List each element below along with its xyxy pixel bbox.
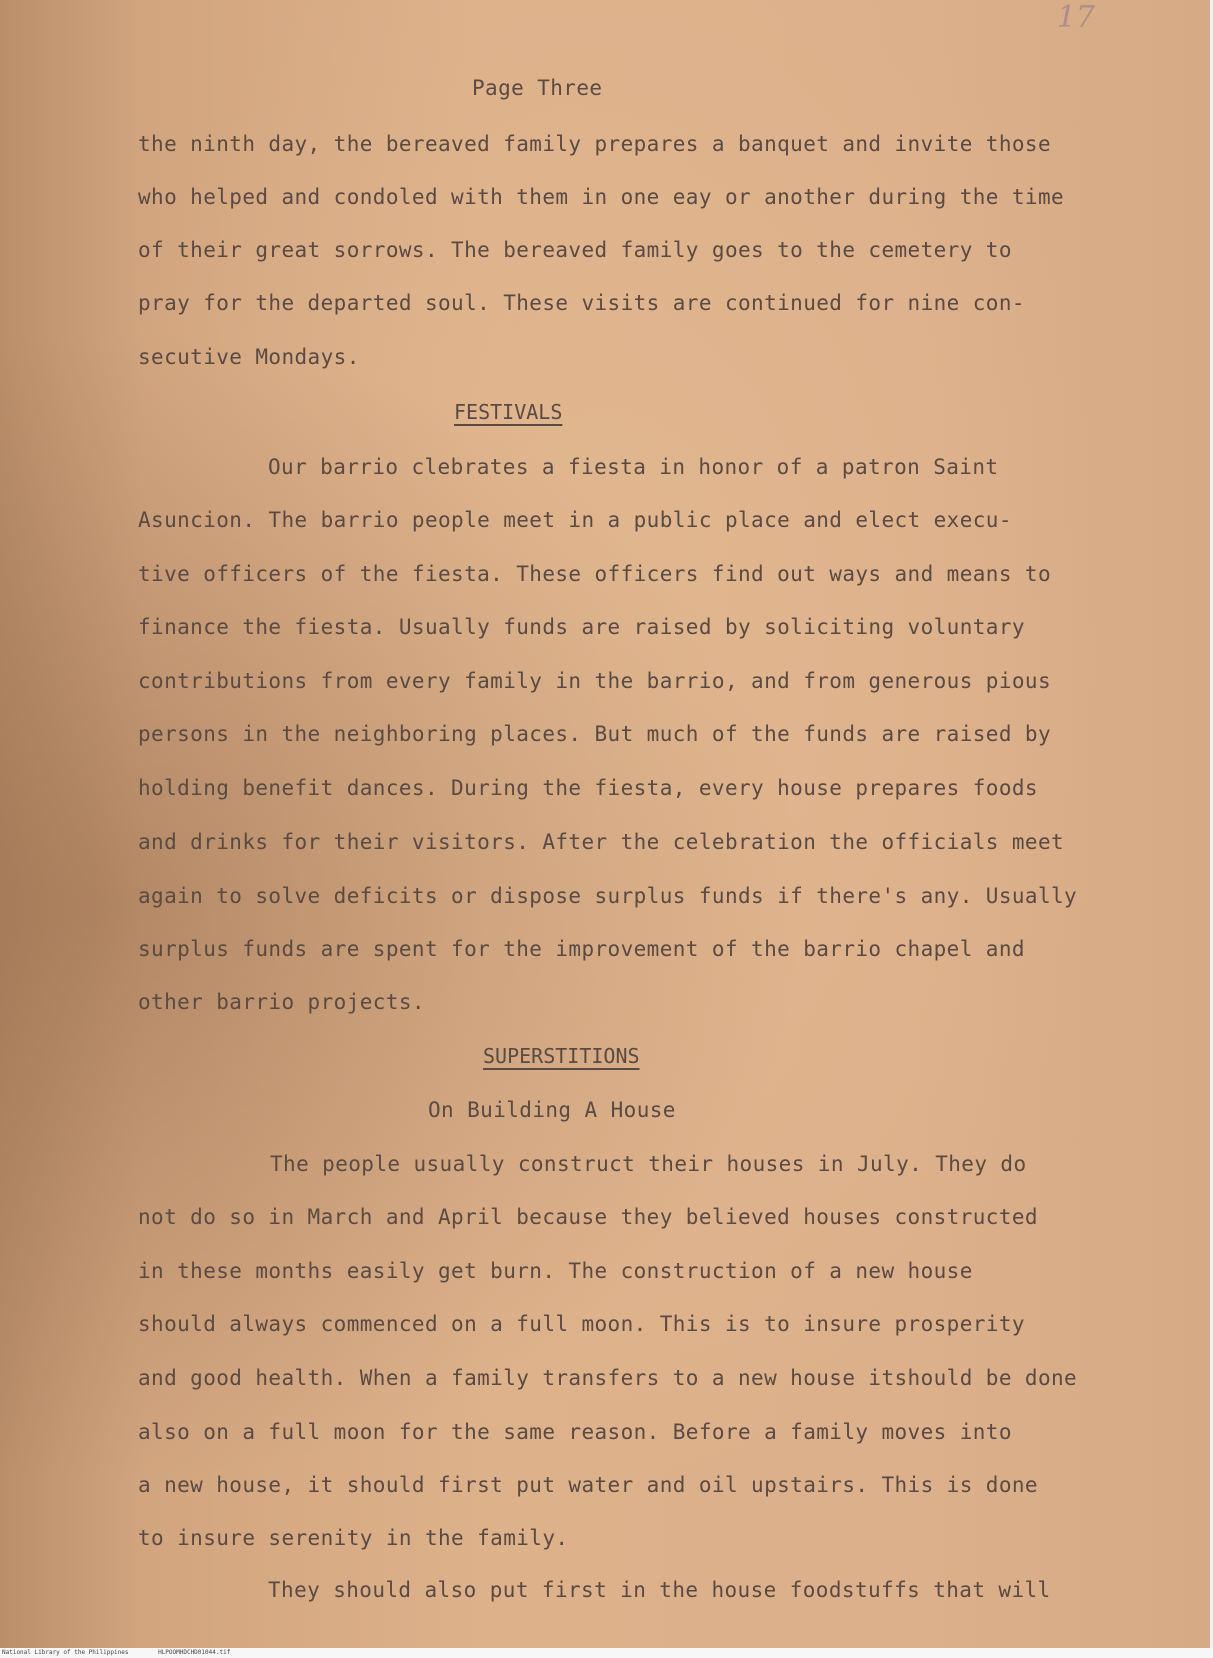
festivals-line-9: again to solve deficits or dispose surplus funds if there's any. Usually bbox=[138, 884, 1078, 908]
superstitions-line-4: should always commenced on a full moon. This is to insure prosperity bbox=[138, 1312, 1025, 1336]
festivals-line-7: holding benefit dances. During the fiesta, every house prepares foods bbox=[138, 776, 1038, 800]
scan-footer bbox=[0, 1648, 1213, 1658]
footer-library: National Library of the Philippines bbox=[2, 1649, 129, 1656]
intro-line-2: who helped and condoled with them in one eay or another during the time bbox=[138, 185, 1065, 209]
festivals-line-3: tive officers of the fiesta. These officers find out ways and means to bbox=[138, 562, 1052, 586]
festivals-line-5: contributions from every family in the barrio, and from generous pious bbox=[138, 669, 1052, 693]
festivals-line-4: finance the fiesta. Usually funds are raised by soliciting voluntary bbox=[138, 615, 1025, 639]
superstitions-line-6: also on a full moon for the same reason. Before a family moves into bbox=[138, 1420, 1012, 1444]
festivals-line-2: Asuncion. The barrio people meet in a public place and elect execu- bbox=[138, 508, 1012, 532]
superstitions-line-1: The people usually construct their houses in July. They do bbox=[270, 1152, 1027, 1176]
intro-line-3: of their great sorrows. The bereaved family goes to the cemetery to bbox=[138, 238, 1012, 262]
superstitions-line-3: in these months easily get burn. The construction of a new house bbox=[138, 1259, 973, 1283]
page-title: Page Three bbox=[472, 76, 603, 100]
superstitions-line-7: a new house, it should first put water and oil upstairs. This is done bbox=[138, 1473, 1038, 1497]
intro-line-1: the ninth day, the bereaved family prepares a banquet and invite those bbox=[138, 132, 1052, 156]
superstitions-line-9: They should also put first in the house foodstuffs that will bbox=[268, 1578, 1051, 1602]
festivals-line-10: surplus funds are spent for the improvement of the barrio chapel and bbox=[138, 937, 1025, 961]
superstitions-line-2: not do so in March and April because they believed houses constructed bbox=[138, 1205, 1038, 1229]
superstitions-heading: SUPERSTITIONS bbox=[483, 1044, 640, 1068]
festivals-line-1: Our barrio clebrates a fiesta in honor of a patron Saint bbox=[268, 455, 999, 479]
intro-line-5: secutive Mondays. bbox=[138, 345, 360, 369]
festivals-heading: FESTIVALS bbox=[454, 400, 563, 424]
intro-line-4: pray for the departed soul. These visits are continued for nine con- bbox=[138, 291, 1025, 315]
page-number-mark: 17 bbox=[1056, 0, 1095, 35]
footer-file-id: HLPOOMHDCHD01044.tif bbox=[158, 1649, 231, 1656]
festivals-line-6: persons in the neighboring places. But much of the funds are raised by bbox=[138, 722, 1052, 746]
festivals-line-8: and drinks for their visitors. After the celebration the officials meet bbox=[138, 830, 1065, 854]
festivals-line-11: other barrio projects. bbox=[138, 990, 425, 1014]
superstitions-line-8: to insure serenity in the family. bbox=[138, 1526, 569, 1550]
superstitions-line-5: and good health. When a family transfers to a new house itshould be done bbox=[138, 1366, 1078, 1390]
superstitions-subheading: On Building A House bbox=[428, 1098, 676, 1122]
